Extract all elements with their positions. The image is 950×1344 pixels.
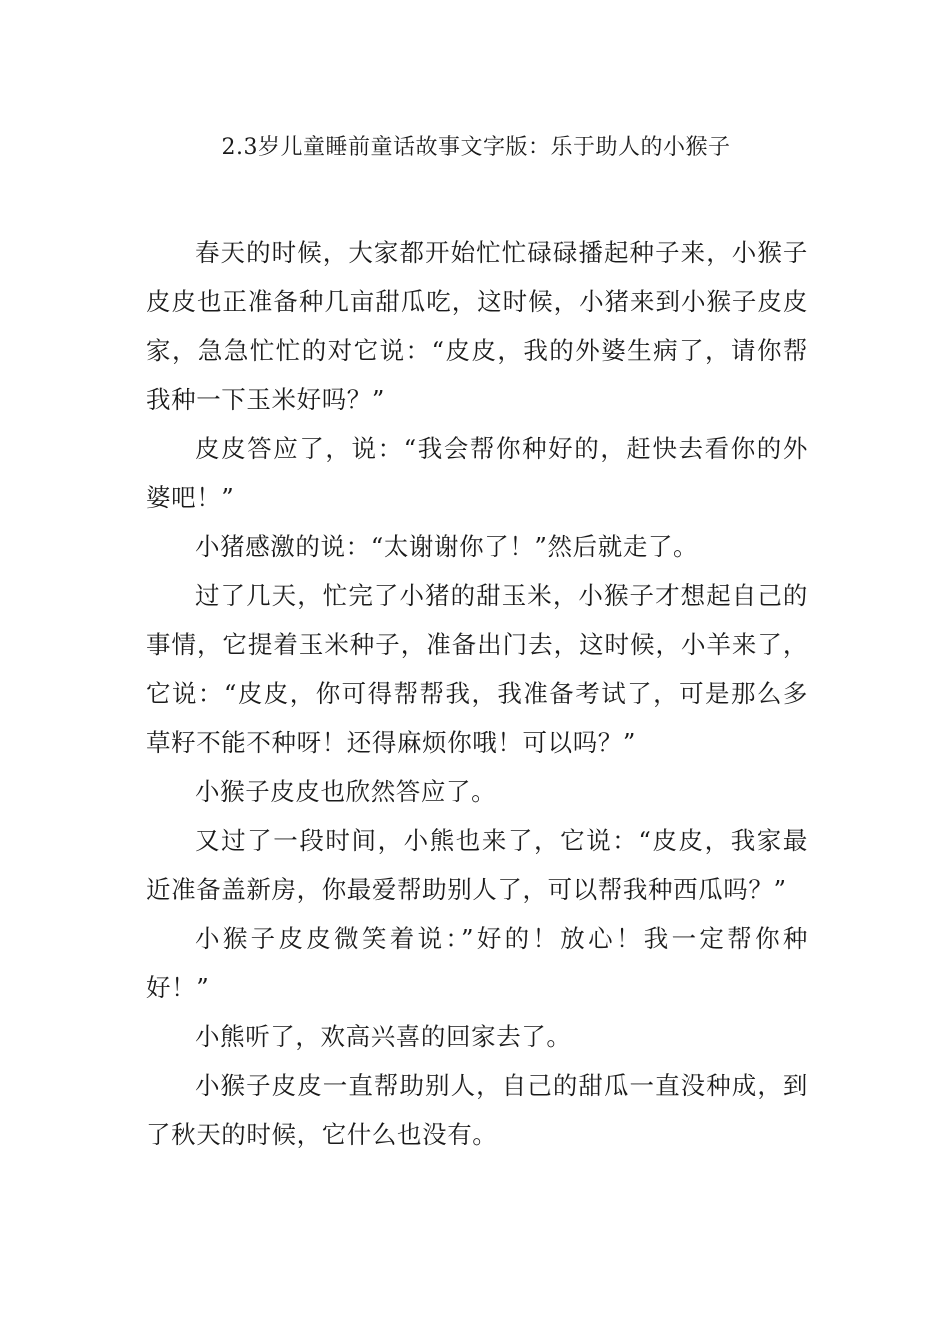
paragraph-2: 皮皮答应了，说：“我会帮你种好的，赶快去看你的外婆吧！”	[146, 434, 808, 512]
paragraph-9: 小猴子皮皮一直帮助别人，自己的甜瓜一直没种成，到了秋天的时候，它什么也没有。	[146, 1071, 808, 1149]
story-body	[146, 228, 808, 1159]
paragraph-5: 小猴子皮皮也欣然答应了。	[195, 777, 497, 806]
paragraph-4: 过了几天，忙完了小猪的甜玉米，小猴子才想起自己的事情，它提着玉米种子，准备出门去，这时候，小羊来了，它说：“皮皮，你可得帮帮我，我准备考试了，可是那么多草籽不能不种呀！还得麻烦你哦！可以吗？”	[146, 581, 808, 757]
paragraph-8: 小熊听了，欢高兴喜的回家去了。	[195, 1022, 572, 1051]
paragraph-3: 小猪感激的说：“太谢谢你了！”然后就走了。	[195, 532, 699, 561]
paragraph-1: 春天的时候，大家都开始忙忙碌碌播起种子来，小猴子皮皮也正准备种几亩甜瓜吃，这时候，小猪来到小猴子皮皮家，急急忙忙的对它说：“皮皮，我的外婆生病了，请你帮我种一下玉米好吗？”	[146, 238, 808, 414]
document-title: 2.3岁儿童睡前童话故事文字版：乐于助人的小猴子	[221, 135, 731, 160]
paragraph-6: 又过了一段时间，小熊也来了，它说：“皮皮，我家最近准备盖新房，你最爱帮助别人了，可以帮我种西瓜吗？”	[146, 826, 808, 904]
paragraph-7: 小猴子皮皮微笑着说：”好的！放心！我一定帮你种好！”	[146, 924, 808, 1002]
